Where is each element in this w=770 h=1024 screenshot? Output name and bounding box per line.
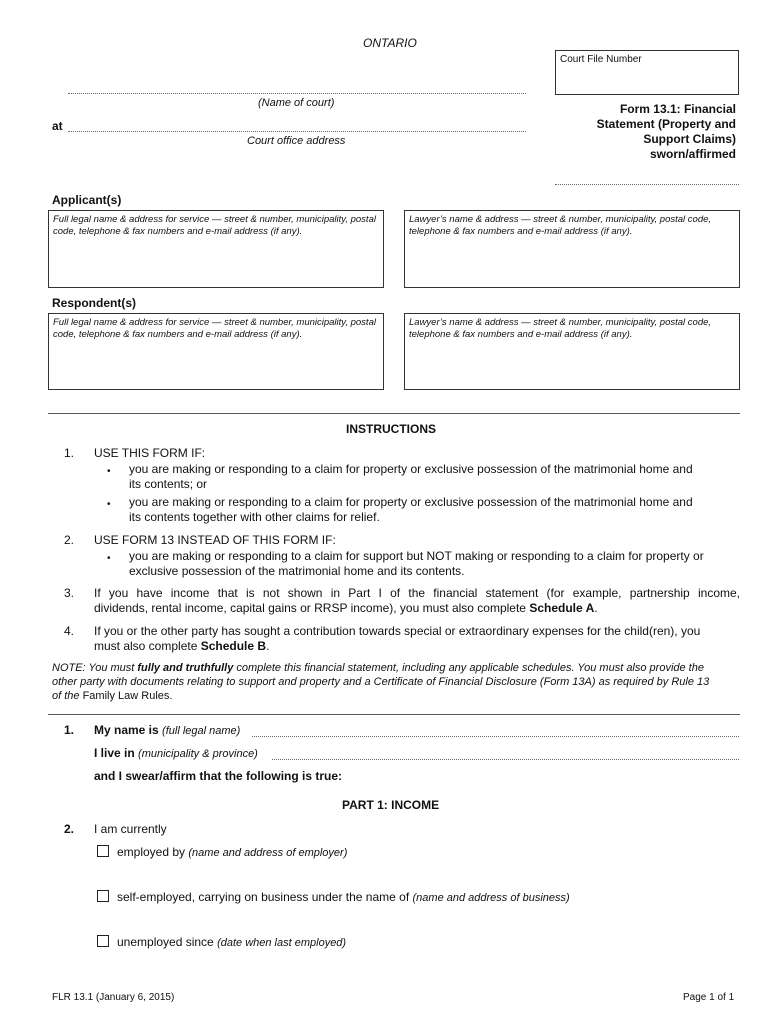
bullet-icon: • <box>107 466 111 477</box>
bullet-icon: • <box>107 499 111 510</box>
live-in-label: I live in <box>94 746 135 760</box>
schedule-b-ref: Schedule B <box>200 639 267 653</box>
at-label: at <box>52 119 63 133</box>
note-line-1-rest: complete this financial statement, including any applicable schedules. You must also provide the <box>233 662 704 674</box>
instruction-1-text: USE THIS FORM IF: <box>94 446 206 460</box>
divider-instructions <box>48 413 740 414</box>
instruction-1-bullet-1-line-1: you are making or responding to a claim for property or exclusive possession of the matrimonial home and <box>129 462 693 476</box>
part-1-num: 2. <box>64 822 75 836</box>
instruction-4-line-2-text: must also complete <box>94 639 201 653</box>
applicant-name-address-label: Full legal name & address for service — street & number, municipality, postal code, telephone & fax numbers and e-mail address (if any). <box>53 214 376 237</box>
part-1-heading: PART 1: INCOME <box>342 798 440 812</box>
instruction-4-end: . <box>266 639 270 653</box>
court-file-number-field[interactable] <box>555 50 739 95</box>
instruction-1-bullet-2 <box>129 495 740 525</box>
note-line-3-a: of the <box>52 690 83 702</box>
name-row <box>94 723 240 737</box>
instruction-4-line-1: If you or the other party has sought a contribution towards special or extraordinary expenses for the child(ren), you <box>94 624 701 638</box>
instruction-4-num: 4. <box>64 624 75 638</box>
self-employed-option <box>117 890 570 904</box>
unemployed-checkbox[interactable] <box>97 935 109 947</box>
self-employed-label: self-employed, carrying on business under the name of <box>117 890 410 904</box>
applicant-lawyer-box[interactable] <box>404 210 740 288</box>
instruction-4-line-2 <box>94 639 740 654</box>
instruction-1-bullet-1-line-2: its contents; or <box>129 477 208 491</box>
instruction-2-num: 2. <box>64 533 75 547</box>
note-line-1 <box>52 661 740 675</box>
instruction-1-bullet-2-line-2: its contents together with other claims for relief. <box>129 510 380 524</box>
instruction-1-bullet-1 <box>129 462 740 492</box>
applicants-heading: Applicant(s) <box>52 193 122 207</box>
note-paragraph <box>52 661 740 703</box>
live-row <box>94 746 258 760</box>
respondent-name-address-label: Full legal name & address for service — street & number, municipality, postal code, telephone & fax numbers and e-mail address (if any). <box>53 317 376 340</box>
instruction-3-num: 3. <box>64 586 75 600</box>
note-line-3 <box>52 689 740 703</box>
instruction-1-num: 1. <box>64 446 75 460</box>
currently-label: I am currently <box>94 822 167 836</box>
note-prefix: NOTE: You must <box>52 662 138 674</box>
court-office-label: Court office address <box>247 135 346 147</box>
applicant-lawyer-label: Lawyer’s name & address — street & number, municipality, postal code, telephone & fax numbers and e-mail address (if any). <box>409 214 712 237</box>
section-1-num: 1. <box>64 723 75 737</box>
instruction-2-bullet-1-line-2: exclusive possession of the matrimonial home and its contents. <box>129 564 465 578</box>
swear-statement: and I swear/affirm that the following is true: <box>94 769 343 783</box>
note-emphasis: fully and truthfully <box>137 662 234 674</box>
form-title-line-1: Form 13.1: Financial <box>619 102 736 116</box>
respondents-heading: Respondent(s) <box>52 296 136 310</box>
court-office-address-field[interactable] <box>68 131 526 132</box>
municipality-field[interactable] <box>272 759 739 760</box>
instruction-3-end: . <box>594 601 598 615</box>
page-number: Page 1 of 1 <box>683 992 735 1003</box>
employed-checkbox[interactable] <box>97 845 109 857</box>
name-of-court-field[interactable] <box>68 93 526 94</box>
unemployed-hint: (date when last employed) <box>217 937 347 949</box>
instruction-3-text <box>94 586 740 616</box>
name-of-court-label: (Name of court) <box>258 97 335 109</box>
form-title-line-3: Support Claims) <box>643 132 736 146</box>
my-name-label: My name is <box>94 723 159 737</box>
form-id-footer: FLR 13.1 (January 6, 2015) <box>52 992 175 1003</box>
instruction-3-line-2-text: dividends, rental income, capital gains or RRSP income), you must also complete <box>94 601 530 615</box>
my-name-hint: (full legal name) <box>162 725 241 737</box>
live-in-hint: (municipality & province) <box>138 748 258 760</box>
instruction-2-text: USE FORM 13 INSTEAD OF THIS FORM IF: <box>94 533 336 547</box>
sworn-date-field[interactable] <box>555 184 739 185</box>
unemployed-option <box>117 935 346 949</box>
form-title-line-2: Statement (Property and <box>596 117 736 131</box>
self-employed-checkbox[interactable] <box>97 890 109 902</box>
instruction-2-bullet-1 <box>129 549 740 579</box>
instructions-heading: INSTRUCTIONS <box>346 422 436 436</box>
respondent-name-address-box[interactable] <box>48 313 384 390</box>
form-title-line-4: sworn/affirmed <box>649 147 736 161</box>
unemployed-label: unemployed since <box>117 935 214 949</box>
instruction-2-bullet-1-line-1: you are making or responding to a claim for support but NOT making or responding to a claim for property or <box>129 549 704 563</box>
family-law-rules-ref: Family Law Rules. <box>82 690 173 702</box>
note-line-2: other party with documents relating to support and property and a Certificate of Financial Disclosure (Form 13A) as required by Rule 13 <box>52 676 710 688</box>
applicant-name-address-box[interactable] <box>48 210 384 288</box>
instruction-1-bullet-2-line-1: you are making or responding to a claim for property or exclusive possession of the matrimonial home and <box>129 495 693 509</box>
court-file-number-label: Court File Number <box>560 54 642 65</box>
respondent-lawyer-label: Lawyer’s name & address — street & number, municipality, postal code, telephone & fax numbers and e-mail address (if any). <box>409 317 712 340</box>
employed-option <box>117 845 347 859</box>
instruction-4-text <box>94 624 740 654</box>
employed-hint: (name and address of employer) <box>188 847 348 859</box>
schedule-a-ref: Schedule A <box>529 601 595 615</box>
province-label: ONTARIO <box>363 36 417 50</box>
divider-section-1 <box>48 714 740 715</box>
full-legal-name-field[interactable] <box>252 736 739 737</box>
self-employed-hint: (name and address of business) <box>412 892 570 904</box>
instruction-3-line-2 <box>94 601 740 616</box>
employed-label: employed by <box>117 845 186 859</box>
bullet-icon: • <box>107 553 111 564</box>
form-title <box>555 102 736 162</box>
instruction-3-line-1: If you have income that is not shown in Part I of the financial statement (for example, partnership income, <box>94 586 740 600</box>
respondent-lawyer-box[interactable] <box>404 313 740 390</box>
